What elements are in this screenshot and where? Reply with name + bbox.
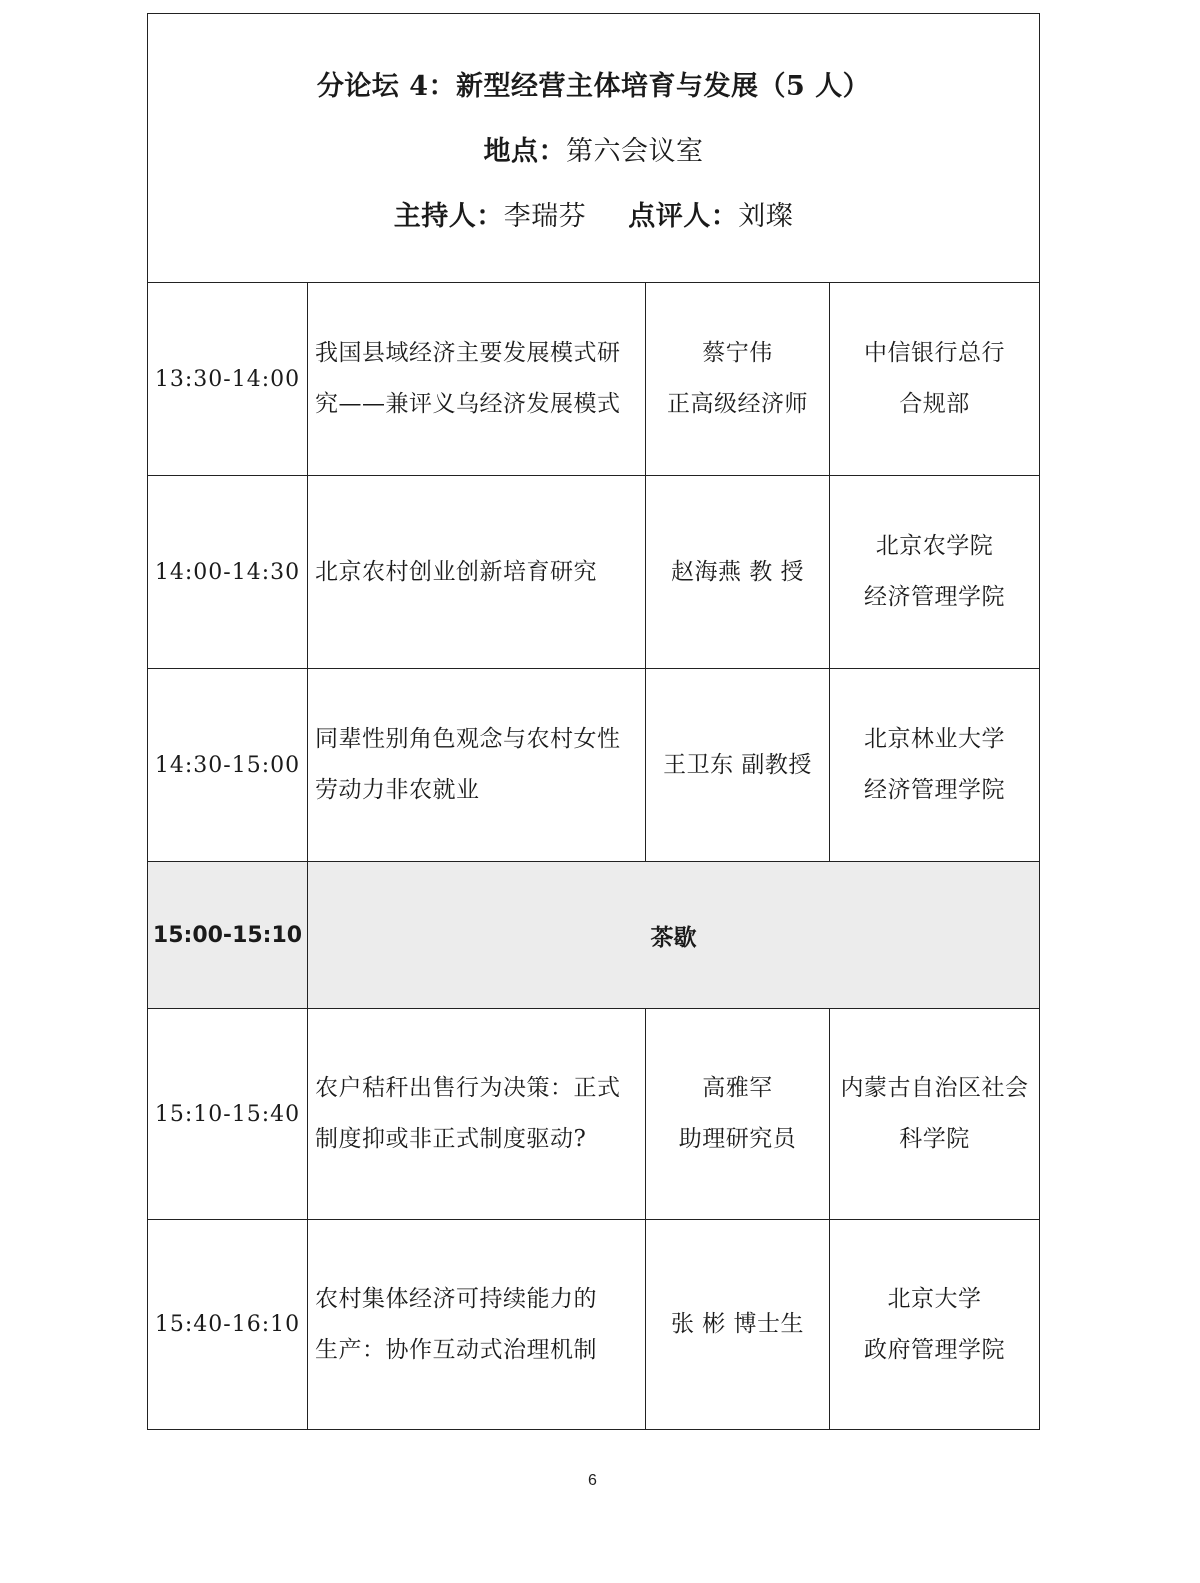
topic-line: 制度抑或非正式制度驱动? [315, 1126, 587, 1152]
session-organization [830, 283, 1040, 476]
session-organization [830, 1009, 1040, 1220]
session-row [148, 1220, 1040, 1430]
forum-header-row [148, 14, 1040, 283]
session-time: 13:30-14:00 [148, 283, 308, 476]
org-line: 经济管理学院 [864, 777, 1005, 803]
session-topic [308, 1009, 646, 1220]
venue-label: 地点： [483, 135, 566, 167]
session-time: 15:40-16:10 [148, 1220, 308, 1430]
break-label: 茶歇 [308, 862, 1040, 1009]
session-time: 15:10-15:40 [148, 1009, 308, 1220]
session-row [148, 283, 1040, 476]
speaker-title: 正高级经济师 [667, 391, 808, 417]
schedule-table [147, 13, 1040, 1430]
topic-line: 北京农村创业创新培育研究 [315, 558, 597, 585]
forum-hosts [148, 200, 1039, 232]
org-line: 北京农学院 [875, 533, 994, 559]
org-line: 科学院 [899, 1126, 970, 1152]
forum-header [148, 14, 1040, 283]
org-line: 内蒙古自治区社会 [840, 1075, 1029, 1101]
page-number: 6 [588, 1472, 597, 1489]
org-line: 政府管理学院 [864, 1336, 1005, 1363]
session-speaker [646, 1009, 830, 1220]
speaker-name: 蔡宁伟 [702, 340, 773, 366]
topic-line: 我国县域经济主要发展模式研 [315, 340, 621, 366]
topic-line: 农村集体经济可持续能力的 [315, 1285, 597, 1312]
speaker-name: 赵海燕 教 授 [670, 558, 805, 585]
session-speaker [646, 1220, 830, 1430]
venue-value: 第六会议室 [566, 135, 704, 167]
speaker-name: 张 彬 博士生 [670, 1311, 805, 1337]
topic-line: 生产：协作互动式治理机制 [315, 1336, 597, 1363]
break-row [148, 862, 1040, 1009]
org-line: 北京林业大学 [864, 726, 1005, 752]
session-row [148, 476, 1040, 669]
org-line: 合规部 [899, 391, 970, 417]
topic-line: 同辈性别角色观念与农村女性 [315, 726, 621, 752]
session-organization [830, 669, 1040, 862]
topic-line: 究——兼评义乌经济发展模式 [315, 391, 621, 417]
session-topic [308, 476, 646, 669]
host-value: 李瑞芬 [503, 200, 587, 232]
session-time: 14:00-14:30 [148, 476, 308, 669]
reviewer-label: 点评人： [628, 200, 739, 232]
session-speaker [646, 283, 830, 476]
session-row [148, 669, 1040, 862]
session-speaker [646, 476, 830, 669]
break-time: 15:00-15:10 [148, 862, 308, 1009]
forum-venue [148, 135, 1039, 167]
forum-title: 分论坛 4：新型经营主体培育与发展（5 人） [316, 70, 871, 102]
org-line: 中信银行总行 [864, 340, 1005, 366]
session-organization [830, 1220, 1040, 1430]
session-row [148, 1009, 1040, 1220]
speaker-name: 王卫东 副教授 [663, 751, 812, 778]
reviewer-value: 刘璨 [738, 200, 794, 232]
topic-line: 劳动力非农就业 [315, 777, 480, 803]
session-topic [308, 1220, 646, 1430]
session-time: 14:30-15:00 [148, 669, 308, 862]
session-speaker [646, 669, 830, 862]
speaker-title: 助理研究员 [678, 1126, 797, 1152]
org-line: 北京大学 [887, 1285, 982, 1312]
org-line: 经济管理学院 [864, 584, 1005, 610]
session-topic [308, 669, 646, 862]
speaker-name: 高雅罕 [702, 1075, 773, 1101]
topic-line: 农户秸秆出售行为决策：正式 [315, 1075, 621, 1101]
session-topic [308, 283, 646, 476]
session-organization [830, 476, 1040, 669]
host-label: 主持人： [393, 200, 504, 232]
